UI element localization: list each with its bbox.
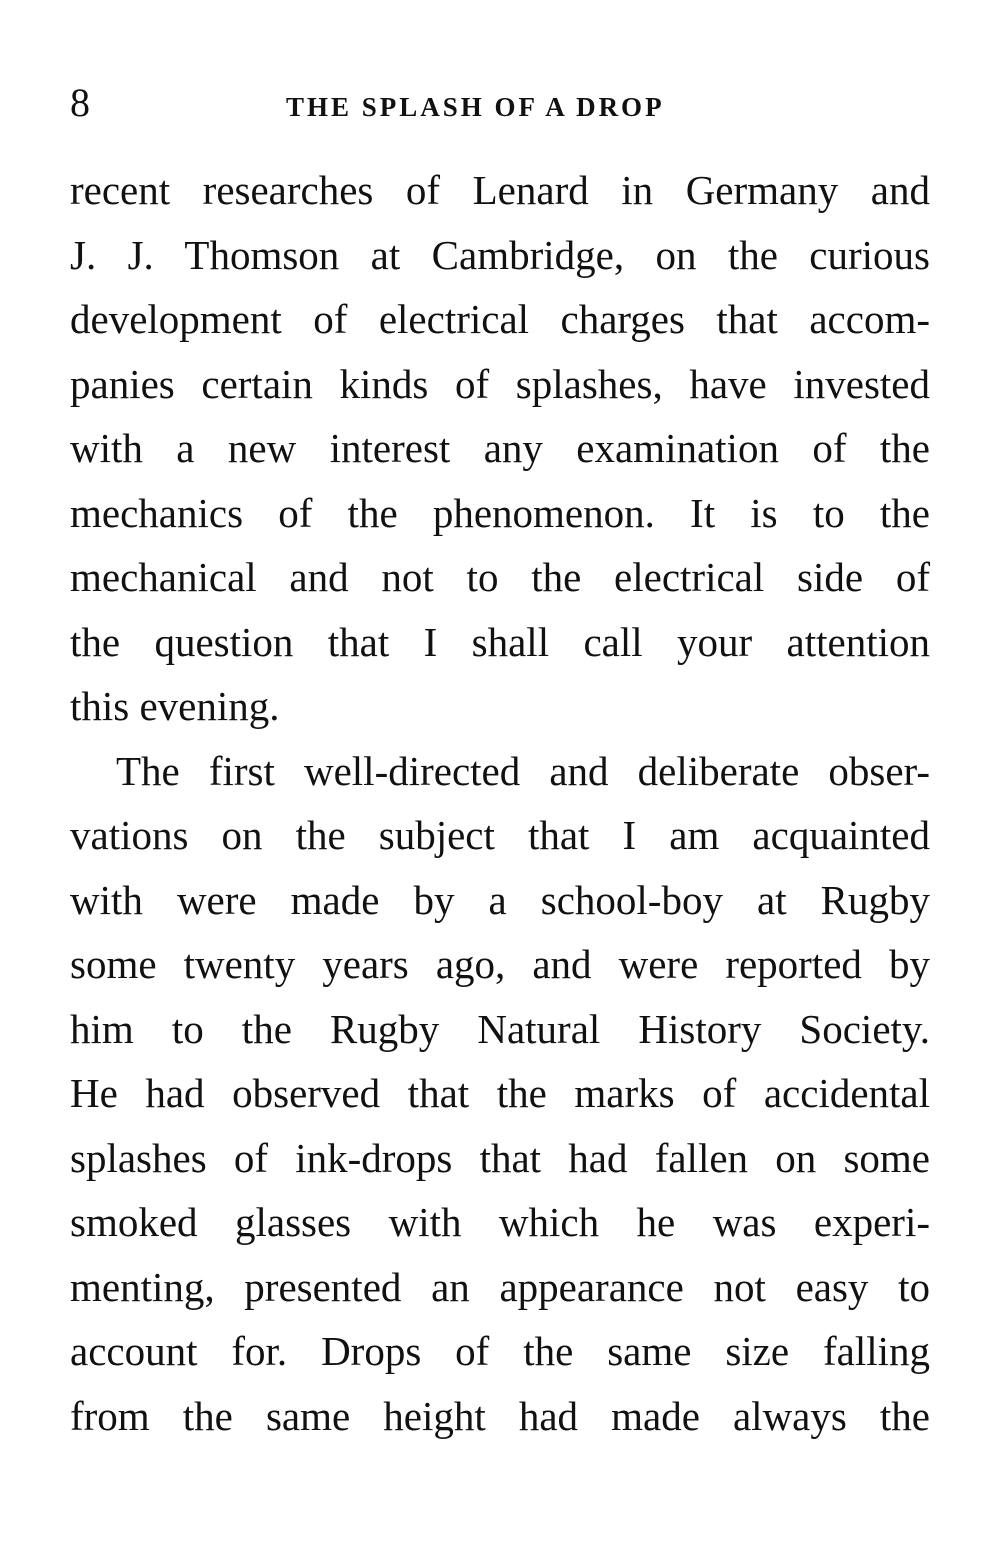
text-line: mechanics of the phenomenon. It is to the [70, 489, 930, 536]
text-line: recent researches of Lenard in Germany and [70, 167, 930, 213]
paragraph-2 [70, 739, 930, 1449]
running-head [70, 78, 930, 128]
text-line: with a new interest any examination of the [70, 425, 930, 471]
text-line: development of electrical charges that accom- [70, 296, 930, 342]
text-line: smoked glasses with which he was experi- [70, 1199, 930, 1245]
text-line: panies certain kinds of splashes, have invested [70, 360, 930, 407]
text-line: mechanical and not to the electrical side of [70, 554, 930, 600]
text-line: this evening. [70, 683, 280, 729]
text-line: some twenty years ago, and were reported by [70, 941, 930, 987]
text-line: menting, presented an appearance not easy to [70, 1263, 930, 1310]
text-line: from the same height had made always the [70, 1392, 930, 1439]
text-line: him to the Rugby Natural History Society. [70, 1005, 930, 1052]
page-number: 8 [70, 80, 90, 125]
text-line: J. J. Thomson at Cambridge, on the curious [70, 231, 930, 278]
running-title: THE SPLASH OF A DROP [286, 92, 665, 122]
text-line: with were made by a school-boy at Rugby [70, 876, 930, 923]
text-line: He had observed that the marks of accidental [70, 1070, 930, 1116]
text-line: account for. Drops of the same size falling [70, 1328, 930, 1374]
text-line: splashes of ink-drops that had fallen on some [70, 1134, 930, 1181]
text-line: vations on the subject that I am acquainted [70, 812, 930, 858]
body-text [70, 158, 930, 1448]
text-line: The first well-directed and deliberate obser- [116, 747, 930, 794]
paragraph-1 [70, 158, 930, 739]
text-line: the question that I shall call your attention [70, 618, 930, 665]
